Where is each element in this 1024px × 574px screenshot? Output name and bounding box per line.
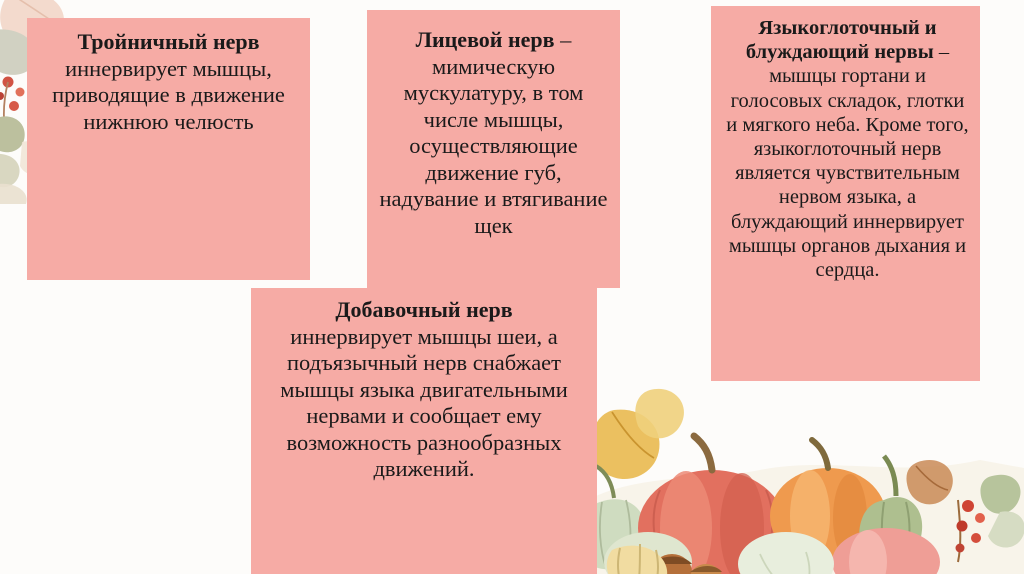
glosso-paragraph bbox=[723, 16, 972, 282]
facial-body: – мимическую мускулатуру, в том числе мышцы, осуществляющие движение губ, надувание и втягивание щек bbox=[379, 27, 608, 238]
accessory-body: иннервирует мышцы шеи, а подъязычный нерв снабжает мышцы языка двигательными нервами и сообщает ему возможность разнообразных движений. bbox=[280, 323, 568, 482]
textbox-accessory-nerve bbox=[251, 288, 597, 574]
accessory-title: Добавочный нерв bbox=[335, 297, 513, 322]
trigeminal-title: Тройничный нерв bbox=[77, 29, 260, 54]
trigeminal-body: иннервирует мышцы, приводящие в движение нижнюю челюсть bbox=[52, 55, 285, 134]
facial-paragraph bbox=[375, 27, 612, 239]
accessory-paragraph bbox=[261, 297, 587, 483]
glosso-body: – мышцы гортани и голосовых складок, глотки и мягкого неба. Кроме того, языкоглоточный нерв является чувствительным нервом языка, а блуждающий иннервирует мышцы органов дыхания и сердца. bbox=[726, 41, 969, 281]
textbox-facial-nerve bbox=[367, 10, 620, 288]
trigeminal-paragraph bbox=[37, 29, 300, 135]
facial-title: Лицевой нерв bbox=[415, 27, 555, 52]
glosso-title: Языкоглоточный и блуждающий нервы bbox=[745, 17, 937, 64]
textbox-glossopharyngeal-vagus-nerves bbox=[711, 6, 980, 381]
textbox-trigeminal-nerve bbox=[27, 18, 310, 280]
